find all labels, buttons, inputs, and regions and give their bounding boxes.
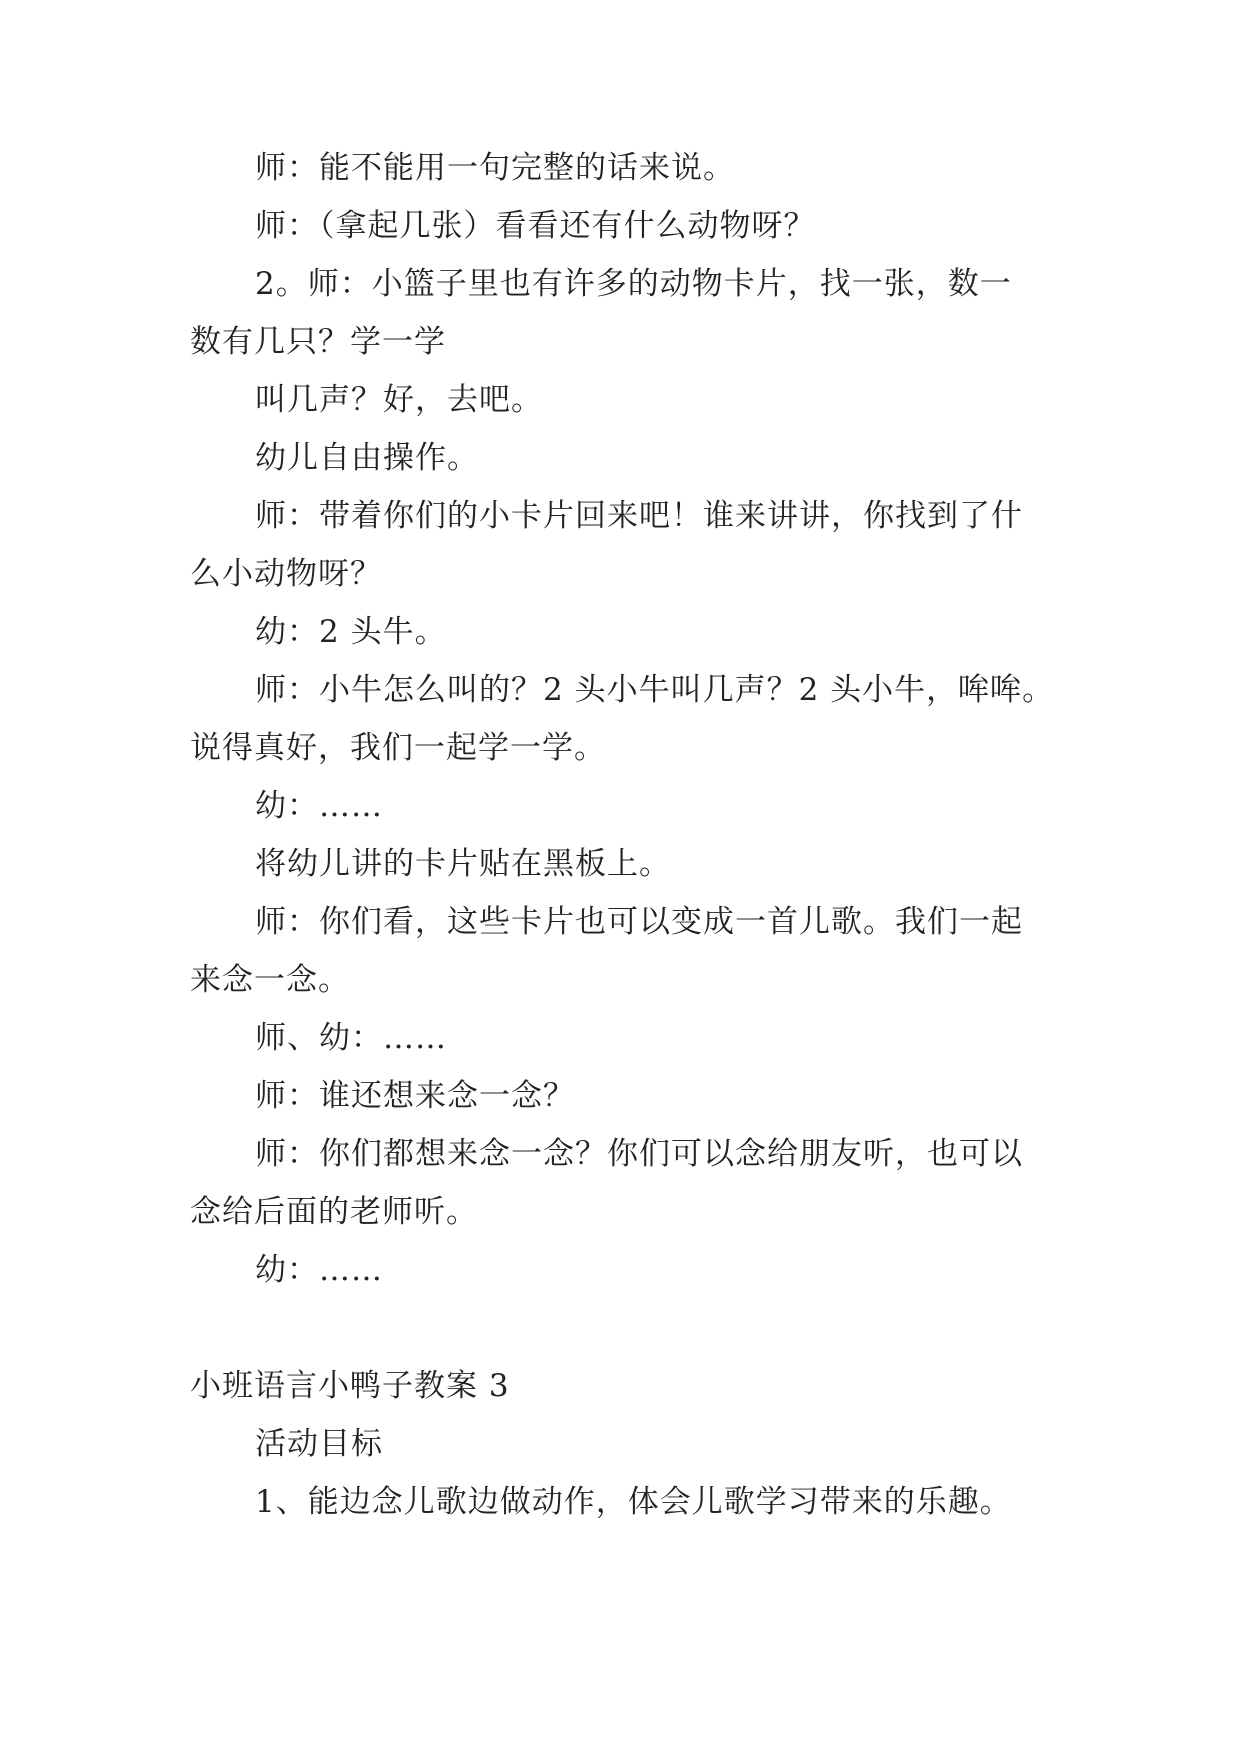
text-line: 幼：…… [255,1252,383,1288]
text-line: 数有几只？学一学 [190,324,446,360]
text-line: 叫几声？好，去吧。 [255,382,543,418]
text-line: 2。师：小篮子里也有许多的动物卡片，找一张，数一 [255,266,1012,302]
text-line: 师：小牛怎么叫的？2 头小牛叫几声？2 头小牛，哞哞。 [255,672,1055,708]
text-line: 幼：2 头牛。 [255,614,447,650]
text-line: 幼儿自由操作。 [255,440,479,476]
text-line: 师：带着你们的小卡片回来吧！谁来讲讲，你找到了什 [255,498,1023,534]
text-line: 么小动物呀？ [190,556,382,592]
text-line: 师：你们看，这些卡片也可以变成一首儿歌。我们一起 [255,904,1023,940]
text-line: 将幼儿讲的卡片贴在黑板上。 [255,846,671,882]
section-line: 1、能边念儿歌边做动作，体会儿歌学习带来的乐趣。 [255,1484,1012,1520]
text-line: 说得真好，我们一起学一学。 [190,730,606,766]
text-line: 幼：…… [255,788,383,824]
section-title: 小班语言小鸭子教案 3 [190,1368,510,1404]
text-line: 念给后面的老师听。 [190,1194,478,1230]
text-line: 师、幼：…… [255,1020,447,1056]
text-line: 师：能不能用一句完整的话来说。 [255,150,735,186]
text-line: 师：谁还想来念一念？ [255,1078,575,1114]
section-line: 活动目标 [255,1426,383,1462]
text-line: 师：（拿起几张）看看还有什么动物呀？ [255,208,816,244]
text-line: 来念一念。 [190,962,350,998]
text-line: 师：你们都想来念一念？你们可以念给朋友听，也可以 [255,1136,1023,1172]
